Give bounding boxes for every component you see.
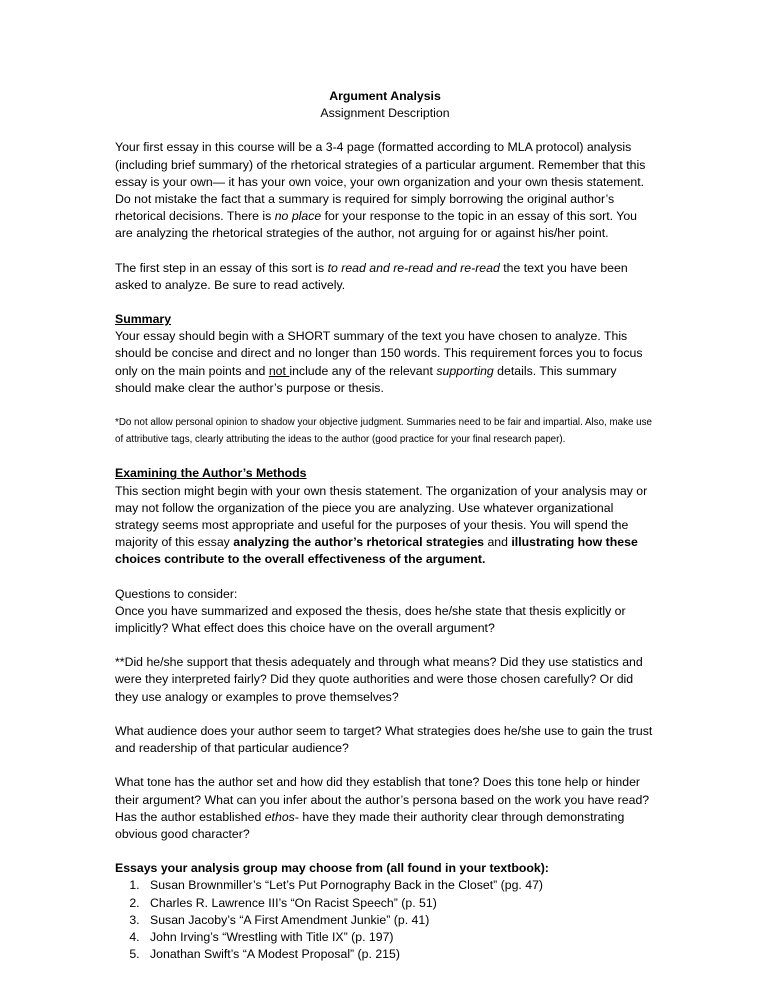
question-1: Once you have summarized and exposed the thesis, does he/she state that thesis explicitly or implicitly? What effect does this choice have on the overall argument? bbox=[115, 603, 626, 636]
question-2: **Did he/she support that thesis adequately and through what means? Did they use statistics and were they interpreted fairly? Did they quote authorities and were those chosen carefully? Or did they use analogy or examples to prove themselves? bbox=[115, 655, 643, 704]
essay-list bbox=[115, 877, 655, 963]
emphasis-supporting: supporting bbox=[436, 363, 494, 378]
methods-heading: Examining the Author’s Methods bbox=[115, 466, 307, 481]
emphasis-read-reread: to read and re-read and re-read bbox=[327, 260, 500, 275]
summary-note: *Do not allow personal opinion to shadow your objective judgment. Summaries need to be fair and impartial. Also, make use of attributive tags, clearly attributing the ideas to the author (good practice for your final research paper). bbox=[115, 417, 652, 446]
intro-paragraph-2: The first step in an essay of this sort is to read and re-read and re-read the text you have been asked to analyze. Be sure to read actively. bbox=[115, 260, 628, 292]
question-5: Has the author established ethos- have they made their authority clear through demonstrating obvious good character? bbox=[115, 809, 625, 841]
essays-heading: Essays your analysis group may choose from (all found in your textbook): bbox=[115, 861, 549, 876]
summary-heading: Summary bbox=[115, 312, 172, 327]
emphasis-ethos: ethos bbox=[264, 809, 295, 824]
emphasis-no-place: no place bbox=[274, 209, 322, 224]
emphasis-illustrating: illustrating how these choices contribute to the overall effectiveness of the argument. bbox=[115, 535, 638, 567]
question-3: What audience does your author seem to target? What strategies does he/she use to gain the trust and readership of that particular audience? bbox=[115, 723, 653, 756]
essay-list-item: 1. Susan Brownmiller’s “Let’s Put Pornography Back in the Closet” (pg. 47) bbox=[143, 877, 655, 894]
questions-label: Questions to consider: bbox=[115, 586, 238, 601]
document-page bbox=[115, 88, 655, 963]
methods-paragraph: This section might begin with your own thesis statement. The organization of your analysis may or may not follow the organization of the piece you are analyzing. Use whatever organizational strategy seems most appropriate and useful for the purposes of your thesis. You will spend the majority of this essay analyzing the author’s rhetorical strategies and illustrating how these choices contribute to the overall effectiveness of the argument. bbox=[115, 483, 648, 567]
emphasis-not: not bbox=[268, 363, 290, 378]
essay-list-item: 5. Jonathan Swift’s “A Modest Proposal” (p. 215) bbox=[143, 946, 655, 963]
emphasis-analyzing: analyzing the author’s rhetorical strategies bbox=[233, 535, 485, 550]
intro-paragraph-1: Your first essay in this course will be a 3-4 page (formatted according to MLA protocol) analysis (including brief summary) of the rhetorical strategies of a particular argument. Remember that this essay is your own— it has your own voice, your own organization and your own thesis statement. Do not mistake the fact that a summary is required for simply borrowing the original author’s rhetorical decisions. There is no place for your response to the topic in an essay of this sort. You are analyzing the rhetorical strategies of the author, not arguing for or against his/her point. bbox=[115, 140, 646, 241]
summary-paragraph: Your essay should begin with a SHORT summary of the text you have chosen to analyze. This should be concise and direct and no longer than 150 words. This requirement forces you to focus only on the main points and not include any of the relevant supporting details. This summary should make clear the author’s purpose or thesis. bbox=[115, 329, 643, 395]
document-title: Argument Analysis bbox=[329, 89, 441, 103]
essay-list-item: 4. John Irving’s “Wrestling with Title IX” (p. 197) bbox=[143, 929, 655, 946]
question-4: What tone has the author set and how did they establish that tone? Does this tone help or hinder their argument? What can you infer about the author’s persona based on the work you have read? bbox=[115, 775, 650, 807]
essay-list-item: 2. Charles R. Lawrence III’s “On Racist Speech” (p. 51) bbox=[143, 895, 655, 912]
essay-list-item: 3. Susan Jacoby’s “A First Amendment Junkie” (p. 41) bbox=[143, 912, 655, 929]
document-subtitle: Assignment Description bbox=[320, 106, 450, 121]
